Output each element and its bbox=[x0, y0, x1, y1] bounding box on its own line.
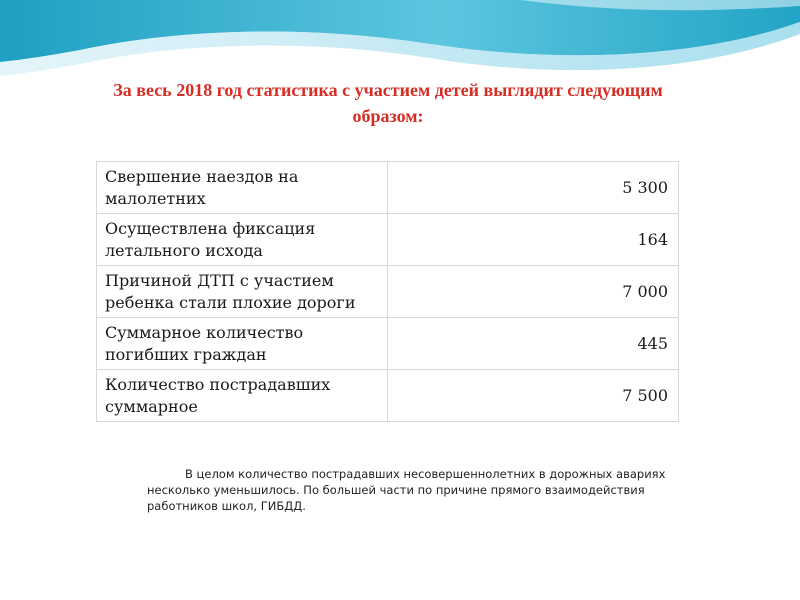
title-box bbox=[86, 72, 690, 134]
row-value: 445 bbox=[388, 318, 679, 370]
table-row bbox=[97, 370, 679, 422]
page-title: За весь 2018 год статистика с участием детей выглядит следующим образом: bbox=[113, 80, 663, 126]
row-value: 7 500 bbox=[388, 370, 679, 422]
row-label: Осуществлена фиксация летального исхода bbox=[97, 214, 388, 266]
table-row bbox=[97, 266, 679, 318]
statistics-table bbox=[96, 161, 679, 422]
row-label: Количество пострадавших суммарное bbox=[97, 370, 388, 422]
row-label: Причиной ДТП с участием ребенка стали плохие дороги bbox=[97, 266, 388, 318]
row-label: Суммарное количество погибших граждан bbox=[97, 318, 388, 370]
row-label: Свершение наездов на малолетних bbox=[97, 162, 388, 214]
table-row bbox=[97, 162, 679, 214]
row-value: 164 bbox=[388, 214, 679, 266]
summary-note: В целом количество пострадавших несовершеннолетних в дорожных авариях несколько уменьшилось. По большей части по причине прямого взаимодействия работников школ, ГИБДД. bbox=[147, 467, 666, 513]
row-value: 7 000 bbox=[388, 266, 679, 318]
table-row bbox=[97, 214, 679, 266]
row-value: 5 300 bbox=[388, 162, 679, 214]
table-row bbox=[97, 318, 679, 370]
